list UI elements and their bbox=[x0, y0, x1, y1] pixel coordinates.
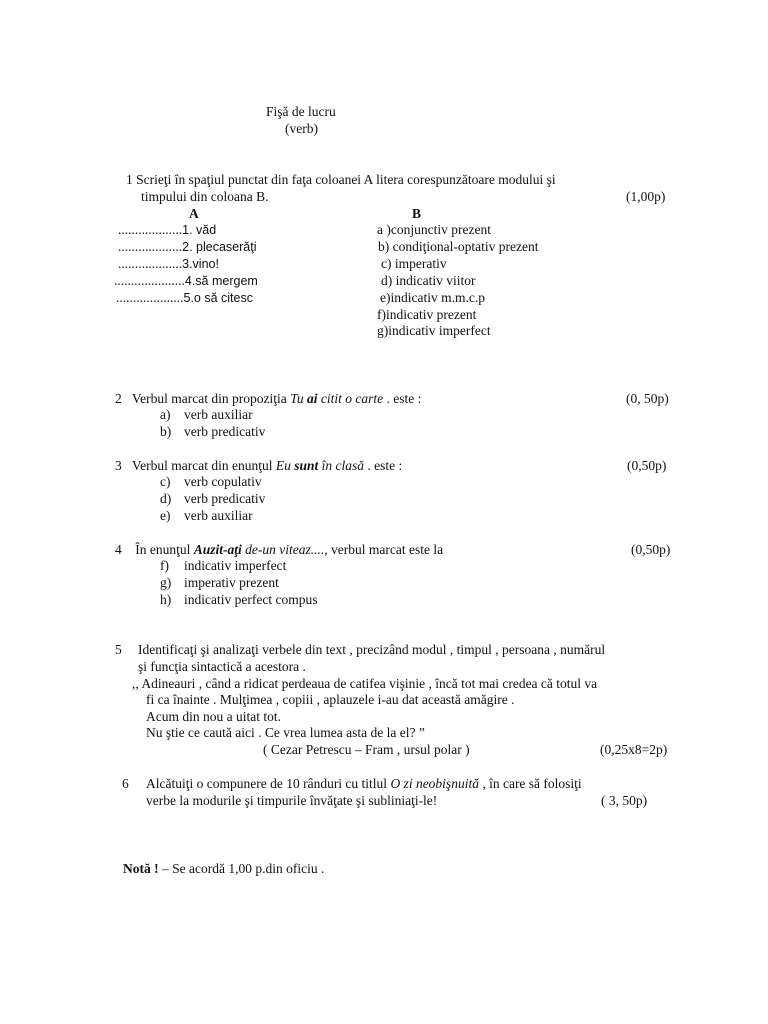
option-text: indicativ imperfect bbox=[184, 558, 287, 573]
q4-text-end: verbul marcat este la bbox=[327, 542, 444, 557]
column-a-text: 4.să mergem bbox=[184, 274, 258, 288]
q3-marked-verb: sunt bbox=[294, 458, 319, 473]
column-b-item: c) imperativ bbox=[381, 256, 447, 271]
q2-points: (0, 50p) bbox=[626, 391, 669, 406]
q4-text: În enunţul bbox=[135, 542, 194, 557]
option-text: verb predicativ bbox=[184, 491, 266, 506]
q5-instruction-line2: şi funcţia sintactică a acestora . bbox=[138, 659, 306, 674]
q6-text-end: , în care să folosiţi bbox=[478, 776, 582, 791]
column-a-item[interactable] bbox=[114, 272, 258, 290]
option[interactable] bbox=[160, 423, 265, 440]
option-text: verb predicativ bbox=[184, 424, 266, 439]
column-a-item[interactable] bbox=[118, 221, 216, 239]
option[interactable] bbox=[160, 406, 253, 423]
note-label: Notă ! bbox=[123, 861, 159, 876]
q3-points: (0,50p) bbox=[627, 458, 667, 473]
column-b-item: d) indicativ viitor bbox=[381, 273, 476, 288]
q3-example: Eu bbox=[275, 458, 295, 473]
q5-number: 5 bbox=[115, 642, 122, 657]
q2-marked-verb: ai bbox=[306, 391, 318, 406]
q6-composition-title: O zi neobişnuită bbox=[390, 776, 479, 791]
answer-blank[interactable]: ..................... bbox=[114, 273, 185, 288]
q3-number: 3 bbox=[115, 458, 122, 473]
q4-example-end: de-un viteaz...., bbox=[241, 542, 328, 557]
q2-example: Tu bbox=[290, 391, 307, 406]
q2-example-end: citit o carte bbox=[317, 391, 384, 406]
column-b-item: a )conjunctiv prezent bbox=[377, 222, 491, 237]
q6-instruction-line2: verbe la modurile şi timpurile învăţate şi subliniaţi-le! bbox=[146, 793, 438, 808]
option-letter: g) bbox=[160, 575, 172, 590]
column-b-item: g)indicativ imperfect bbox=[377, 323, 491, 338]
q3-text: Verbul marcat din enunţul bbox=[131, 458, 276, 473]
option[interactable] bbox=[160, 507, 253, 524]
q2-text-end: . este : bbox=[383, 391, 422, 406]
q3-prompt bbox=[115, 457, 402, 474]
answer-blank[interactable]: .................... bbox=[116, 290, 184, 305]
option-text: indicativ perfect compus bbox=[184, 592, 318, 607]
option[interactable] bbox=[160, 557, 286, 574]
answer-blank[interactable]: ................... bbox=[118, 222, 183, 237]
column-b-item: e)indicativ m.m.c.p bbox=[380, 290, 485, 305]
column-a-text: 2. plecaserăţi bbox=[182, 240, 257, 254]
option-letter: d) bbox=[160, 491, 172, 506]
q6-number: 6 bbox=[122, 776, 129, 791]
answer-blank[interactable]: ................... bbox=[118, 239, 183, 254]
q6-points: ( 3, 50p) bbox=[601, 793, 648, 808]
quote-line: ,, Adineauri , când a ridicat perdeaua de catifea vişinie , încă tot mai credea că totul va bbox=[132, 676, 598, 691]
option-letter: f) bbox=[160, 558, 169, 573]
q6-instruction-line1 bbox=[146, 775, 582, 792]
option-letter: c) bbox=[160, 474, 171, 489]
q3-example-end: în clasă bbox=[318, 458, 364, 473]
option-text: imperativ prezent bbox=[184, 575, 279, 590]
q5-points: (0,25x8=2p) bbox=[600, 742, 668, 757]
q1-instruction-line1: 1 Scrieţi în spaţiul punctat din faţa coloanei A litera corespunzătoare modului şi bbox=[126, 172, 556, 187]
worksheet-subtitle: (verb) bbox=[285, 121, 318, 136]
answer-blank[interactable]: ................... bbox=[118, 256, 183, 271]
option[interactable] bbox=[160, 490, 265, 507]
worksheet-title: Fişă de lucru bbox=[266, 104, 336, 119]
column-b-item: f)indicativ prezent bbox=[377, 307, 477, 322]
option-letter: a) bbox=[160, 407, 171, 422]
option-letter: e) bbox=[160, 508, 171, 523]
q2-text: Verbul marcat din propoziţia bbox=[131, 391, 291, 406]
column-a-text: 3.vino! bbox=[182, 257, 219, 271]
q2-prompt bbox=[115, 390, 421, 407]
q6-text: Alcătuiţi o compunere de 10 rânduri cu titlul bbox=[146, 776, 391, 791]
quote-line: fi ca înainte . Mulţimea , copiii , aplauzele i-au dat această amăgire . bbox=[146, 692, 515, 707]
column-a-item[interactable] bbox=[116, 289, 253, 307]
column-a-text: 1. văd bbox=[182, 223, 217, 237]
q1-instruction-line2: timpului din coloana B. bbox=[141, 189, 269, 204]
q3-text-end: . este : bbox=[364, 458, 403, 473]
q2-number: 2 bbox=[115, 391, 122, 406]
column-b-item: b) condiţional-optativ prezent bbox=[378, 239, 539, 254]
quote-line: Acum din nou a uitat tot. bbox=[146, 709, 281, 724]
option[interactable] bbox=[160, 591, 317, 608]
column-a-item[interactable] bbox=[118, 238, 256, 256]
note bbox=[123, 860, 324, 877]
q5-source: ( Cezar Petrescu – Fram , ursul polar ) bbox=[263, 742, 470, 757]
option-text: verb copulativ bbox=[184, 474, 262, 489]
q4-points: (0,50p) bbox=[631, 542, 671, 557]
q4-prompt bbox=[115, 541, 443, 558]
column-b-heading: B bbox=[412, 206, 422, 221]
q4-marked-verb: Auzit-aţi bbox=[193, 542, 242, 557]
column-a-item[interactable] bbox=[118, 255, 219, 273]
option-letter: b) bbox=[160, 424, 172, 439]
column-a-text: 5.o să citesc bbox=[183, 291, 253, 305]
option-text: verb auxiliar bbox=[184, 508, 253, 523]
option-letter: h) bbox=[160, 592, 172, 607]
quote-line: Nu ştie ce caută aici . Ce vrea lumea asta de la el? ” bbox=[146, 725, 425, 740]
q5-instruction-line1: Identificaţi şi analizaţi verbele din text , precizând modul , timpul , persoana , numărul bbox=[138, 642, 606, 657]
q4-number: 4 bbox=[115, 542, 122, 557]
q1-points: (1,00p) bbox=[626, 189, 666, 204]
column-a-heading: A bbox=[189, 206, 199, 221]
option[interactable] bbox=[160, 473, 262, 490]
option[interactable] bbox=[160, 574, 279, 591]
option-text: verb auxiliar bbox=[184, 407, 253, 422]
note-text: – Se acordă 1,00 p.din oficiu . bbox=[158, 861, 325, 876]
